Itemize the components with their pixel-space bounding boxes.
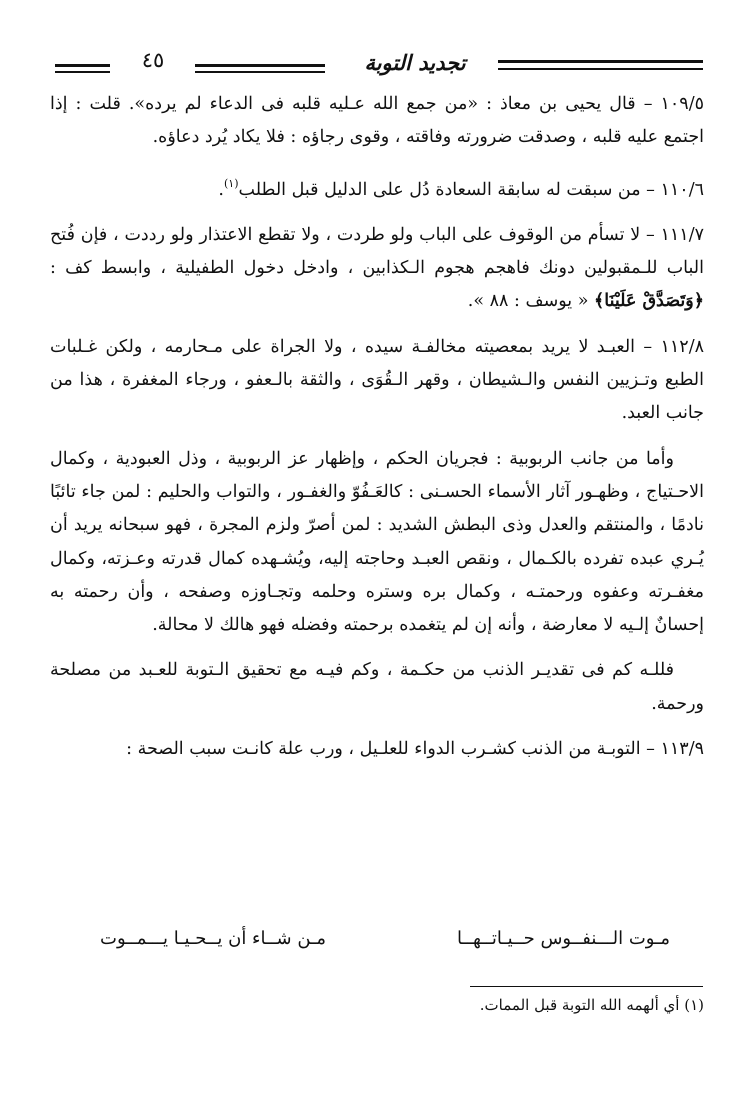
footnote-separator xyxy=(470,986,703,987)
poem-hemistich-second: مـن شــاء أن يــحـيـا يـــمــوت xyxy=(100,928,326,949)
header-rule-right-bottom xyxy=(498,68,703,70)
paragraph-112: ١١٢/٨ – العبـد لا يريد بمعصيته مخالفـة سيده ، ولا الجراة على مـحارمه ، ولكن غـلبات الطبع وتـزيين النفس والـشيطان ، وقهر الـقُوَى ، والثقة بالـعفو ، ورجاء المغفرة ، هذا من جانب العبد. xyxy=(50,336,704,424)
paragraph-109: ١٠٩/٥ – قال يحيى بن معاذ : «من جمع الله عـليه قلبه فى الدعاء لم يرده». قلت : إذا اجتمع عليه قلبه ، وصدقت ضرورته وفاقته ، وقوى رجاؤه : فلا يكاد يُرد دعاؤه. xyxy=(50,94,704,148)
paragraph-111: ١١١/٧ – لا تسأم من الوقوف على الباب ولو طردت ، ولا تقطع الاعتذار ولو رددت ، فإن فُتح الباب للـمقبولين دونك فاهجم هجوم الـكذابين ، وادخل دخول الطفيلية ، وابسط كف : ﴿وَتَصَدَّقْ عَلَيْنَا﴾ « يوسف : ٨٨ ». xyxy=(50,224,704,312)
quran-quote: ﴿وَتَصَدَّقْ عَلَيْنَا﴾ xyxy=(594,291,704,312)
header-rule-middle-bottom xyxy=(195,71,325,73)
header-rule-left-bottom xyxy=(55,71,110,73)
poem-verse xyxy=(80,928,670,962)
paragraph-wisdom: فللـه كم فى تقديـر الذنب من حكـمة ، وكم فيـه مع تحقيق الـتوبة للعـبد من مصلحة ورحمة. xyxy=(50,660,704,714)
footnote-ref: (١) xyxy=(224,176,239,190)
running-header-title: تجديد التوبة xyxy=(364,50,466,75)
page-body xyxy=(50,88,704,766)
page-number: ٤٥ xyxy=(141,48,165,72)
header-rule-left-top xyxy=(55,64,110,67)
paragraph-110: ١١٠/٦ – من سبقت له سابقة السعادة دُل على الدليل قبل الطلب$^{(١)}$. xyxy=(218,176,704,200)
header-rule-right-top xyxy=(498,60,703,63)
poem-hemistich-first: مـوت الـــنفــوس حــيـاتــهــا xyxy=(456,928,670,949)
paragraph-lordship: وأما من جانب الربوبية : فجريان الحكم ، وإظهار عز الربوبية ، وذل العبودية ، وكمال الاحـتياج ، وظهـور آثار الأسماء الحسـنى : كالعَـفُوّ والغفـور ، والتواب والحليم : لمن جاء تائبًا نادمًا ، والمنتقم والعدل وذى البطش الشديد : لمن أصرّ ولزم المجرة ، فهو سبحانه يريد أن يُـري عبده تفرده بالكـمال ، ونقص العبـد وحاجته إليه، ويُشـهده كمال قدرته وعـزته، وكمال مغفـرته وعفوه ورحمتـه ، وكمال بره وستره وحلمه وتجـاوزه وصفحه ، وأن رحمته به إحسانٌ إلـيه لا معارضة ، وأنه إن لم يتغمده برحمته وفضله فهو هالك لا محالة. xyxy=(50,448,704,636)
header-rule-middle-top xyxy=(195,64,325,67)
paragraph-113: ١١٣/٩ – التوبـة من الذنب كشـرب الدواء للعلـيل ، ورب علة كانـت سبب الصحة : xyxy=(126,739,704,760)
footnote: (١) أي ألهمه الله التوبة قبل الممات. xyxy=(479,996,704,1014)
